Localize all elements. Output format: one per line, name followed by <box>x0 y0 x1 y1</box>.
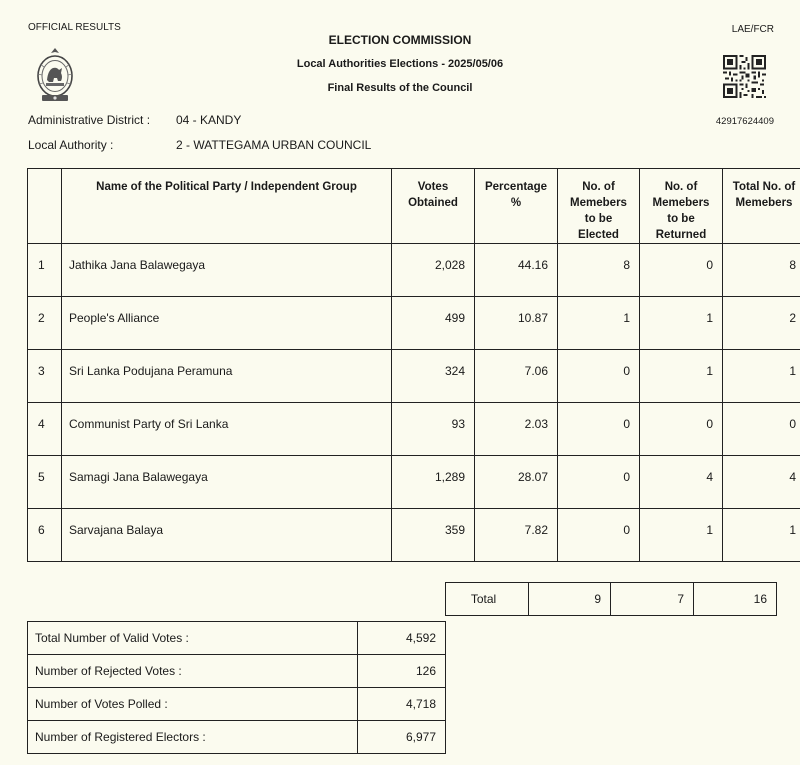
summary-row <box>28 721 446 754</box>
table-row <box>28 456 800 509</box>
members-elected: 8 <box>558 244 640 297</box>
vote-percentage: 44.16 <box>475 244 558 297</box>
total-members: 4 <box>723 456 800 509</box>
row-number: 4 <box>28 403 62 456</box>
commission-title: ELECTION COMMISSION <box>328 33 472 47</box>
table-row <box>28 350 800 403</box>
party-name: Communist Party of Sri Lanka <box>62 403 392 456</box>
results-table <box>27 168 800 562</box>
registered-electors-label: Number of Registered Electors : <box>28 721 358 754</box>
members-returned: 1 <box>640 350 723 403</box>
header-returned: No. of Memebers to be Returned <box>640 169 723 244</box>
table-row <box>28 297 800 350</box>
party-name: Sri Lanka Podujana Peramuna <box>62 350 392 403</box>
members-elected: 0 <box>558 403 640 456</box>
district-label: Administrative District : <box>28 113 151 127</box>
row-number: 6 <box>28 509 62 562</box>
votes-obtained: 324 <box>392 350 475 403</box>
document-number: 42917624409 <box>715 116 774 127</box>
header-party: Name of the Political Party / Independent Group <box>62 169 392 244</box>
rejected-votes-value: 126 <box>358 655 446 688</box>
national-emblem-icon <box>34 46 76 104</box>
total-members: 2 <box>723 297 800 350</box>
election-title: Local Authorities Elections - 2025/05/06 <box>296 58 504 70</box>
vote-summary-table <box>27 621 446 754</box>
party-name: Jathika Jana Balawegaya <box>62 244 392 297</box>
rejected-votes-label: Number of Rejected Votes : <box>28 655 358 688</box>
votes-obtained: 93 <box>392 403 475 456</box>
vote-percentage: 7.82 <box>475 509 558 562</box>
row-number: 3 <box>28 350 62 403</box>
members-returned: 1 <box>640 297 723 350</box>
authority-label: Local Authority : <box>28 138 114 152</box>
members-returned: 1 <box>640 509 723 562</box>
members-returned: 0 <box>640 244 723 297</box>
totals-label: Total <box>446 583 529 616</box>
registered-electors-value: 6,977 <box>358 721 446 754</box>
summary-row <box>28 688 446 721</box>
members-elected: 0 <box>558 350 640 403</box>
members-returned: 0 <box>640 403 723 456</box>
summary-row <box>28 655 446 688</box>
table-row <box>28 403 800 456</box>
valid-votes-value: 4,592 <box>358 622 446 655</box>
form-code: LAE/FCR <box>731 24 774 35</box>
authority-value: 2 - WATTEGAMA URBAN COUNCIL <box>176 138 372 152</box>
header-elected: No. of Memebers to be Elected <box>558 169 640 244</box>
district-value: 04 - KANDY <box>176 113 242 127</box>
members-elected: 0 <box>558 509 640 562</box>
party-name: People's Alliance <box>62 297 392 350</box>
total-members: 8 <box>723 244 800 297</box>
party-name: Sarvajana Balaya <box>62 509 392 562</box>
header-percentage: Percentage % <box>475 169 558 244</box>
valid-votes-label: Total Number of Valid Votes : <box>28 622 358 655</box>
header-total-members: Total No. of Memebers <box>723 169 800 244</box>
votes-obtained: 2,028 <box>392 244 475 297</box>
totals-returned: 7 <box>611 583 694 616</box>
total-members: 1 <box>723 509 800 562</box>
totals-elected: 9 <box>529 583 611 616</box>
header-votes: Votes Obtained <box>392 169 475 244</box>
totals-members: 16 <box>694 583 777 616</box>
summary-row <box>28 622 446 655</box>
row-number: 5 <box>28 456 62 509</box>
official-results-label: OFFICIAL RESULTS <box>28 22 121 33</box>
votes-polled-label: Number of Votes Polled : <box>28 688 358 721</box>
totals-row <box>446 583 777 616</box>
totals-table <box>445 582 777 616</box>
vote-percentage: 7.06 <box>475 350 558 403</box>
votes-obtained: 359 <box>392 509 475 562</box>
vote-percentage: 2.03 <box>475 403 558 456</box>
total-members: 1 <box>723 350 800 403</box>
row-number: 1 <box>28 244 62 297</box>
votes-obtained: 499 <box>392 297 475 350</box>
table-header-row <box>28 169 800 244</box>
votes-obtained: 1,289 <box>392 456 475 509</box>
table-row <box>28 244 800 297</box>
document-subtitle: Final Results of the Council <box>327 82 473 94</box>
vote-percentage: 10.87 <box>475 297 558 350</box>
qr-code-icon <box>723 55 766 98</box>
party-name: Samagi Jana Balawegaya <box>62 456 392 509</box>
members-returned: 4 <box>640 456 723 509</box>
members-elected: 0 <box>558 456 640 509</box>
vote-percentage: 28.07 <box>475 456 558 509</box>
header-number <box>28 169 62 244</box>
table-row <box>28 509 800 562</box>
total-members: 0 <box>723 403 800 456</box>
row-number: 2 <box>28 297 62 350</box>
votes-polled-value: 4,718 <box>358 688 446 721</box>
members-elected: 1 <box>558 297 640 350</box>
